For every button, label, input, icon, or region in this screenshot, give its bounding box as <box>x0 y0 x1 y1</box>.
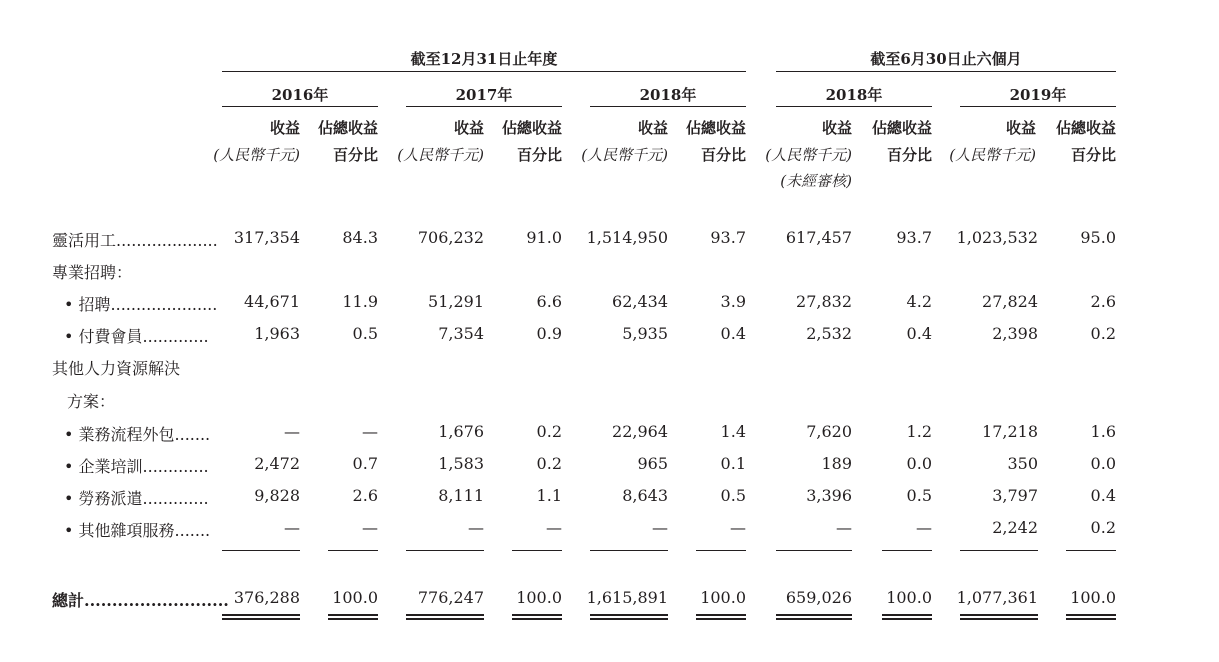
col-rev-label: 收益 <box>637 119 668 137</box>
table-cell: 350 <box>1007 454 1038 473</box>
group-header-half: 截至6月30日止六個月 <box>870 50 1022 68</box>
total-cell: 776,247 <box>417 588 484 607</box>
total-cell: 100.0 <box>700 588 746 607</box>
table-cell: 2,472 <box>254 454 300 473</box>
table-cell: 0.9 <box>536 324 562 343</box>
double-rule <box>406 614 484 620</box>
table-cell: 5,935 <box>622 324 668 343</box>
table-cell: 27,832 <box>796 292 852 311</box>
table-cell: 2.6 <box>1090 292 1116 311</box>
table-cell: 0.0 <box>906 454 932 473</box>
year-rule-2016 <box>222 106 378 107</box>
table-cell: 1,963 <box>254 324 300 343</box>
table-cell: — <box>362 422 378 441</box>
table-cell: 11.9 <box>342 292 378 311</box>
double-rule <box>512 614 562 620</box>
table-cell: 22,964 <box>612 422 668 441</box>
year-rule-2018-half <box>776 106 932 107</box>
double-rule <box>882 614 932 620</box>
col-rev-unit: (人民幣千元) <box>397 146 484 164</box>
table-cell: 0.4 <box>720 324 746 343</box>
col-rev-unit: (人民幣千元) <box>581 146 668 164</box>
table-cell: 189 <box>821 454 852 473</box>
col-share-label-2: 百分比 <box>332 146 378 164</box>
table-cell: 706,232 <box>417 228 484 247</box>
table-cell: — <box>284 518 300 537</box>
table-cell: 0.7 <box>352 454 378 473</box>
table-cell: 51,291 <box>428 292 484 311</box>
table-cell: 84.3 <box>342 228 378 247</box>
row-label: • 業務流程外包....... <box>64 425 211 444</box>
col-share-label: 佔總收益 <box>317 119 378 137</box>
total-cell: 100.0 <box>1070 588 1116 607</box>
table-cell: — <box>284 422 300 441</box>
table-cell: 965 <box>637 454 668 473</box>
year-rule-2017 <box>406 106 562 107</box>
double-rule <box>696 614 746 620</box>
table-cell: 8,111 <box>438 486 484 505</box>
col-share-label: 佔總收益 <box>685 119 746 137</box>
total-cell: 100.0 <box>516 588 562 607</box>
row-label: • 其他雜項服務....... <box>64 521 211 540</box>
table-cell: 0.2 <box>536 422 562 441</box>
total-cell: 659,026 <box>785 588 852 607</box>
col-rev-label: 收益 <box>453 119 484 137</box>
table-cell: — <box>468 518 484 537</box>
sum-rule <box>1066 550 1116 551</box>
col-rev-unit: (人民幣千元) <box>765 146 852 164</box>
table-cell: 1,676 <box>438 422 484 441</box>
table-cell: 2.6 <box>352 486 378 505</box>
col-share-label-2: 百分比 <box>886 146 932 164</box>
table-cell: 6.6 <box>536 292 562 311</box>
col-share-label-2: 百分比 <box>516 146 562 164</box>
table-cell: 1.4 <box>720 422 746 441</box>
table-cell: 0.2 <box>1090 324 1116 343</box>
double-rule <box>960 614 1038 620</box>
row-label: 方案： <box>67 392 116 411</box>
table-cell: 44,671 <box>244 292 300 311</box>
table-cell: 95.0 <box>1080 228 1116 247</box>
table-cell: 0.4 <box>906 324 932 343</box>
sum-rule <box>776 550 852 551</box>
sum-rule <box>882 550 932 551</box>
group-rule-annual <box>222 71 746 72</box>
table-cell: — <box>546 518 562 537</box>
table-cell: 617,457 <box>785 228 852 247</box>
table-cell: 0.1 <box>720 454 746 473</box>
row-label: 靈活用工.................... <box>52 231 218 250</box>
year-rule-2019-half <box>960 106 1116 107</box>
year-header-2018-half: 2018年 <box>825 86 883 104</box>
group-rule-half <box>776 71 1116 72</box>
table-cell: 0.4 <box>1090 486 1116 505</box>
table-cell: 2,398 <box>992 324 1038 343</box>
row-label: • 付費會員............. <box>64 327 209 346</box>
table-cell: — <box>836 518 852 537</box>
total-label: 總計.......................... <box>52 591 229 610</box>
table-cell: — <box>652 518 668 537</box>
table-cell: 7,354 <box>438 324 484 343</box>
table-cell: 93.7 <box>710 228 746 247</box>
table-cell: 7,620 <box>806 422 852 441</box>
year-header-2017: 2017年 <box>455 86 513 104</box>
col-share-label-2: 百分比 <box>700 146 746 164</box>
sum-rule <box>590 550 668 551</box>
sum-rule <box>960 550 1038 551</box>
table-cell: 0.5 <box>906 486 932 505</box>
sum-rule <box>406 550 484 551</box>
table-cell: 1,023,532 <box>956 228 1038 247</box>
table-cell: 62,434 <box>612 292 668 311</box>
year-header-2016: 2016年 <box>271 86 329 104</box>
table-cell: 3.9 <box>720 292 746 311</box>
sum-rule <box>222 550 300 551</box>
col-rev-label: 收益 <box>1005 119 1036 137</box>
table-cell: 91.0 <box>526 228 562 247</box>
double-rule <box>1066 614 1116 620</box>
table-cell: — <box>730 518 746 537</box>
col-share-label: 佔總收益 <box>871 119 932 137</box>
table-cell: 17,218 <box>982 422 1038 441</box>
sum-rule <box>328 550 378 551</box>
table-cell: 1.2 <box>906 422 932 441</box>
table-cell: 0.5 <box>352 324 378 343</box>
table-cell: 0.2 <box>536 454 562 473</box>
row-label: • 招聘..................... <box>64 295 218 314</box>
table-cell: 1,514,950 <box>586 228 668 247</box>
table-cell: 0.2 <box>1090 518 1116 537</box>
table-cell: — <box>362 518 378 537</box>
table-cell: 0.0 <box>1090 454 1116 473</box>
table-cell: 9,828 <box>254 486 300 505</box>
sum-rule <box>696 550 746 551</box>
col-share-label-2: 百分比 <box>1070 146 1116 164</box>
table-cell: 2,242 <box>992 518 1038 537</box>
double-rule <box>590 614 668 620</box>
table-cell: 4.2 <box>906 292 932 311</box>
col-rev-label: 收益 <box>269 119 300 137</box>
col-unaudited: (未經審核) <box>780 172 852 190</box>
col-rev-unit: (人民幣千元) <box>213 146 300 164</box>
col-rev-label: 收益 <box>821 119 852 137</box>
double-rule <box>222 614 300 620</box>
total-cell: 376,288 <box>233 588 300 607</box>
double-rule <box>328 614 378 620</box>
table-cell: 317,354 <box>233 228 300 247</box>
total-cell: 1,077,361 <box>956 588 1038 607</box>
sum-rule <box>512 550 562 551</box>
col-share-label: 佔總收益 <box>501 119 562 137</box>
table-cell: 3,797 <box>992 486 1038 505</box>
col-share-label: 佔總收益 <box>1055 119 1116 137</box>
double-rule <box>776 614 852 620</box>
table-cell: 1,583 <box>438 454 484 473</box>
table-cell: 2,532 <box>806 324 852 343</box>
row-label: • 企業培訓............. <box>64 457 209 476</box>
total-cell: 100.0 <box>332 588 378 607</box>
year-header-2019-half: 2019年 <box>1009 86 1067 104</box>
row-label: 其他人力資源解決 <box>52 359 181 378</box>
row-label: 專業招聘： <box>52 263 133 282</box>
year-header-2018: 2018年 <box>639 86 697 104</box>
table-cell: 1.6 <box>1090 422 1116 441</box>
year-rule-2018 <box>590 106 746 107</box>
total-cell: 100.0 <box>886 588 932 607</box>
table-cell: 3,396 <box>806 486 852 505</box>
group-header-annual: 截至12月31日止年度 <box>410 50 558 68</box>
table-cell: 8,643 <box>622 486 668 505</box>
table-cell: 1.1 <box>536 486 562 505</box>
row-label: • 勞務派遣............. <box>64 489 209 508</box>
table-cell: 93.7 <box>896 228 932 247</box>
total-cell: 1,615,891 <box>586 588 668 607</box>
table-cell: 27,824 <box>982 292 1038 311</box>
table-cell: — <box>916 518 932 537</box>
col-rev-unit: (人民幣千元) <box>949 146 1036 164</box>
table-cell: 0.5 <box>720 486 746 505</box>
